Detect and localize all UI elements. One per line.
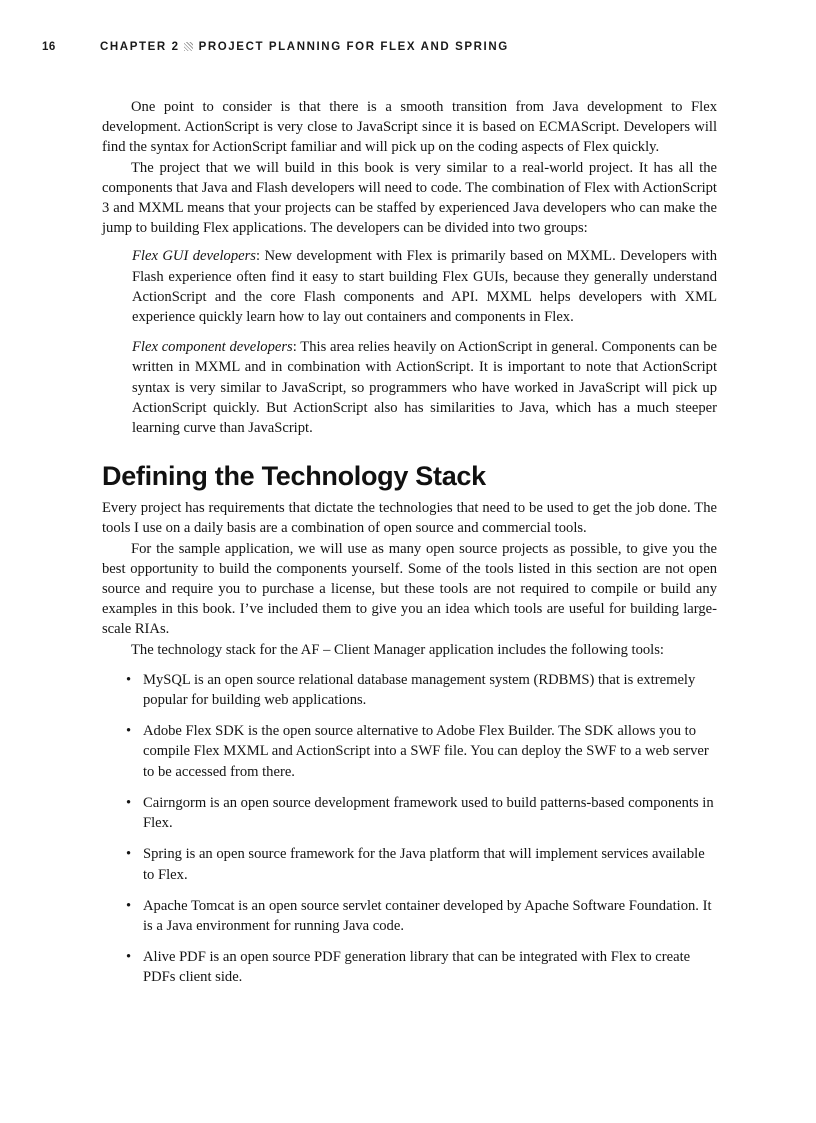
- list-item-text: Cairngorm is an open source development framework used to build patterns-based components in Flex.: [143, 794, 714, 832]
- bullet-icon: •: [126, 723, 132, 740]
- list-item: [126, 793, 717, 833]
- intro-paragraph-1: One point to consider is that there is a smooth transition from Java development to Flex development. ActionScript is very close to JavaScript since it is based on ECMAScript. Developers will find the syntax for ActionScript familiar and will pick up on the coding aspects of Flex quickly.: [102, 99, 717, 156]
- bullet-icon: •: [126, 897, 132, 914]
- list-item: [126, 670, 717, 710]
- section-paragraph-3: The technology stack for the AF – Client Manager application includes the following tools:: [131, 641, 664, 658]
- tool-list: [102, 670, 717, 988]
- group-gui-developers: [132, 246, 717, 327]
- list-item-text: Spring is an open source framework for the Java platform that will implement services available to Flex.: [143, 846, 705, 883]
- page-number: 16: [42, 41, 56, 53]
- group-component-developers: [132, 337, 717, 438]
- group-term: Flex GUI developers: [132, 248, 256, 265]
- list-item-text: Adobe Flex SDK is the open source alternative to Adobe Flex Builder. The SDK allows you to compile Flex MXML and ActionScript into a SWF file. You can deploy the SWF to a web server to be accessed from there.: [143, 723, 709, 780]
- header-separator-icon: [184, 42, 193, 51]
- bullet-icon: •: [126, 949, 132, 966]
- section-paragraph-1: Every project has requirements that dictate the technologies that need to be used to get the job done. The tools I use on a daily basis are a combination of open source and commercial tools.: [102, 500, 717, 537]
- list-item: [126, 844, 717, 884]
- list-item-text: Apache Tomcat is an open source servlet container developed by Apache Software Foundation. It is a Java environment for running Java code.: [143, 897, 712, 934]
- chapter-title: PROJECT PLANNING FOR FLEX AND SPRING: [198, 41, 509, 53]
- list-item: [126, 947, 717, 987]
- intro-paragraph-2: The project that we will build in this book is very similar to a real-world project. It has all the components that Java and Flash developers will need to code. The combination of Flex with ActionScript 3 and MXML means that your projects can be staffed by experienced Java developers who can make the jump to building Flex applications. The developers can be divided into two groups:: [102, 159, 717, 237]
- section-heading: Defining the Technology Stack: [102, 461, 486, 492]
- bullet-icon: •: [126, 846, 132, 863]
- developer-groups: [132, 246, 717, 438]
- section-paragraph-2: For the sample application, we will use as many open source projects as possible, to give you the best opportunity to build the components yourself. Some of the tools listed in this section are not open source and require you to purchase a license, but these tools are not required to compile or build any examples in this book. I’ve included them to give you an idea which tools are useful for building large-scale RIAs.: [102, 540, 717, 638]
- list-item-text: Alive PDF is an open source PDF generation library that can be integrated with Flex to create PDFs client side.: [143, 949, 691, 986]
- running-header: [42, 41, 742, 53]
- bullet-icon: •: [126, 671, 132, 688]
- page-body: [102, 97, 717, 999]
- group-term: Flex component developers: [132, 339, 293, 356]
- list-item: [126, 721, 717, 782]
- group-description: : New development with Flex is primarily based on MXML. Developers with Flash experience often find it easy to start building Flex GUIs, because they generally understand ActionScript and the core Flash components and API. MXML helps developers with XML experience quickly learn how to lay out containers and components in Flex.: [132, 248, 718, 326]
- group-description: : This area relies heavily on ActionScript in general. Components can be written in MXML and in combination with ActionScript. It is important to note that ActionScript syntax is very similar to JavaScript, so programmers who have worked in JavaScript will pick up ActionScript quickly. But ActionScript also has similarities to Java, which has a much steeper learning curve than JavaScript.: [132, 339, 717, 437]
- chapter-label: CHAPTER 2: [100, 41, 180, 53]
- bullet-icon: •: [126, 794, 132, 811]
- list-item: [126, 896, 717, 936]
- list-item-text: MySQL is an open source relational database management system (RDBMS) that is extremely popular for building web applications.: [143, 671, 696, 709]
